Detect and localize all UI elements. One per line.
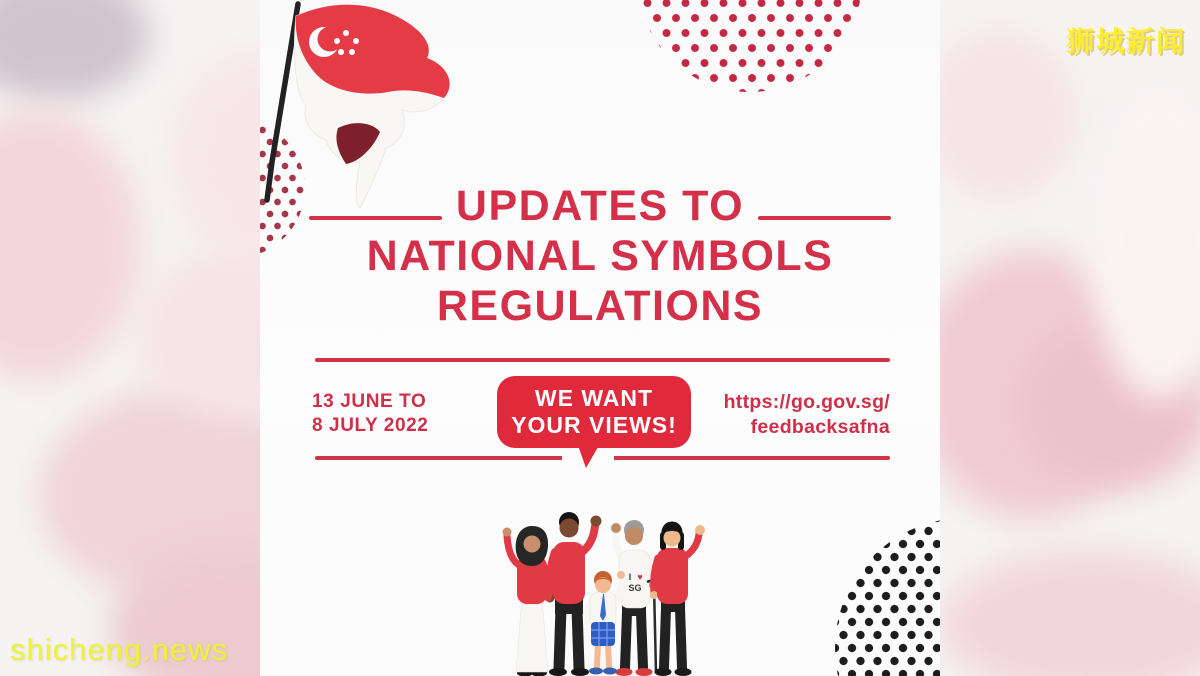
shirt-text-i: I xyxy=(628,572,632,582)
background-blob xyxy=(940,550,1200,676)
person-woman xyxy=(650,522,705,676)
shirt-heart-icon: ♥ xyxy=(637,572,643,582)
url-line-1: https://go.gov.sg/ xyxy=(723,391,890,413)
url-line-2: feedbacksafna xyxy=(750,416,890,438)
background-blob xyxy=(925,30,1075,200)
poster xyxy=(260,0,940,676)
bubble-line-1: WE WANT xyxy=(534,385,654,411)
title-line-3: REGULATIONS xyxy=(436,282,764,330)
watermark-bottom-left: shicheng.news xyxy=(10,632,229,667)
people-illustration xyxy=(490,486,725,676)
consultation-dates xyxy=(312,390,428,438)
speech-bubble-tail xyxy=(558,440,618,472)
title-line-2: NATIONAL SYMBOLS xyxy=(366,232,834,280)
watermark-top-right: 狮城新闻 xyxy=(1065,26,1186,57)
feedback-url xyxy=(724,390,890,440)
person-hijab-woman xyxy=(503,526,550,676)
background-blob xyxy=(0,0,150,100)
title-dash-left xyxy=(309,216,442,220)
bubble-line-2: YOUR VIEWS! xyxy=(511,412,677,438)
title-line-1: UPDATES TO xyxy=(455,182,745,230)
title-dash-right xyxy=(758,216,891,220)
dotted-circle-top-icon xyxy=(638,0,862,92)
speech-bubble xyxy=(497,376,691,448)
person-boy xyxy=(587,571,625,675)
dotted-circle-bottom-right-icon xyxy=(835,518,940,676)
date-line-1: 13 JUNE TO xyxy=(312,391,427,412)
divider-top xyxy=(315,358,890,362)
date-line-2: 8 JULY 2022 xyxy=(312,415,429,436)
poster-title xyxy=(260,181,940,331)
background-blob xyxy=(0,110,140,380)
shirt-text-sg: SG xyxy=(628,583,642,593)
